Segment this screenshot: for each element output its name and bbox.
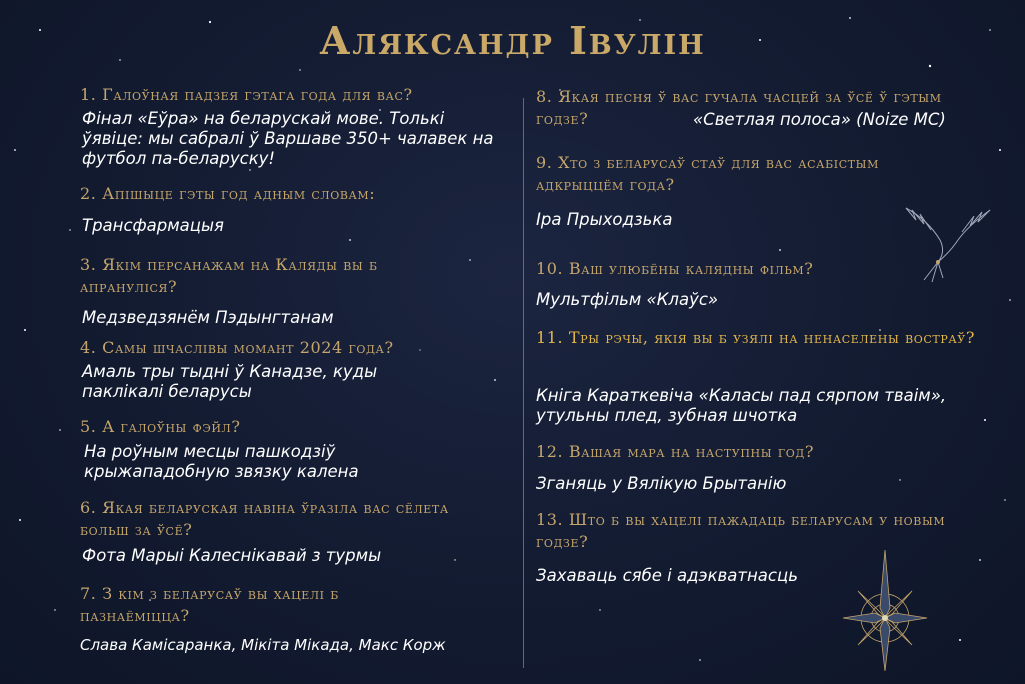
question-10: 10. Ваш улюбёны калядны фільм? xyxy=(536,259,814,278)
question-5: 5. А галоўны фэйл? xyxy=(80,417,241,436)
compass-star-icon xyxy=(840,548,930,673)
answer-9: Іра Прыходзька xyxy=(536,210,673,229)
answer-5: На роўным месцы пашкодзіў крыжападобную звязку калена xyxy=(84,442,359,481)
answer-2: Трансфармацыя xyxy=(82,216,224,235)
question-7: 7. З кім з беларусаў вы хацелі б пазнаёміцца? xyxy=(80,584,339,625)
answer-11: Кніга Караткевіча «Каласы пад сярпом тваім», утульны плед, зубная шчотка xyxy=(536,386,947,425)
answer-12: Зганяць у Вялікую Брытанію xyxy=(536,474,787,493)
answer-10: Мультфільм «Клаўс» xyxy=(536,290,719,309)
question-1: 1. Галоўная падзея гэтага года для вас? xyxy=(80,85,413,104)
answer-3: Медзведзянём Пэдынгтанам xyxy=(82,308,334,327)
answer-13: Захаваць сябе і адэкватнасць xyxy=(536,566,798,585)
answer-1: Фінал «Еўра» на беларускай мове. Толькі ўявіце: мы сабралі ў Варшаве 350+ чалавек на футбол па-беларуску! xyxy=(82,109,494,168)
question-13: 13. Што б вы хацелі пажадаць беларусам у новым годзе? xyxy=(536,510,946,551)
question-3: 3. Якім персанажам на Каляды вы б апрануліся? xyxy=(80,255,378,296)
question-2: 2. Апішыце гэты год адным словам: xyxy=(80,184,376,203)
answer-4: Амаль тры тыдні ў Канадзе, куды паклікалі беларусы xyxy=(82,362,378,401)
question-12: 12. Вашая мара на наступны год? xyxy=(536,442,815,461)
page-title: Аляксандр Івулін xyxy=(319,18,706,63)
question-9: 9. Хто з беларусаў стаў для вас асабістым адкрыццём года? xyxy=(536,153,879,194)
question-6: 6. Якая беларуская навіна ўразіла вас сёлета больш за ўсё? xyxy=(80,498,449,539)
answer-6: Фота Марыі Калеснікавай з турмы xyxy=(82,546,382,565)
question-4: 4. Самы шчаслівы момант 2024 года? xyxy=(80,338,394,357)
flying-bird-icon xyxy=(898,200,998,285)
answer-8: «Светлая полоса» (Noize MC) xyxy=(693,110,946,129)
column-divider xyxy=(523,98,524,668)
question-11: 11. Тры рэчы, якія вы б узялі на ненаселены востраў? xyxy=(536,328,976,347)
question-8: 8. Якая песня ў вас гучала часцей за ўсё ў гэтым годзе? xyxy=(536,87,942,128)
answer-7: Слава Камісаранка, Мікіта Мікада, Макс Корж xyxy=(80,636,446,654)
